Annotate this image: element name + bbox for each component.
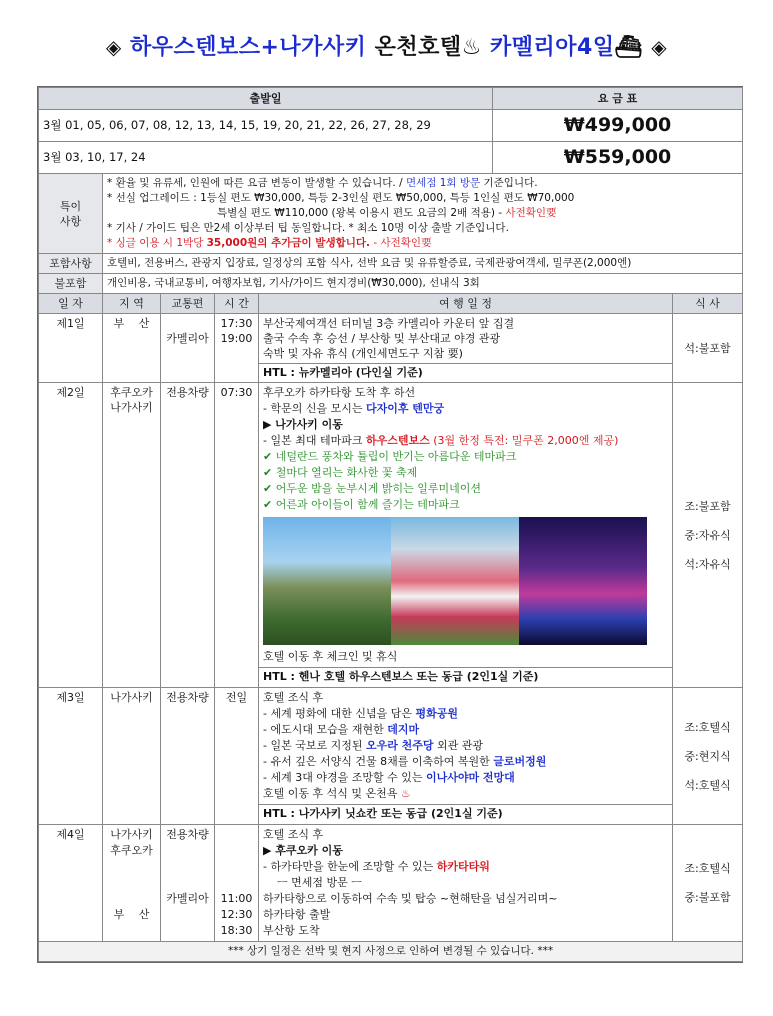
day3-label: 제3일 — [39, 688, 103, 825]
notes-label: 특이 사항 — [39, 174, 103, 254]
col-time: 시 간 — [215, 294, 259, 314]
departure-header: 출발일 — [39, 88, 493, 110]
col-meal: 식 사 — [673, 294, 743, 314]
onsen-icon: ♨ — [400, 787, 411, 800]
day4-label: 제4일 — [39, 825, 103, 942]
diamond-icon: ◈ — [105, 35, 122, 59]
ship-icon: ⛴ — [614, 35, 644, 60]
diamond-icon: ◈ — [651, 35, 668, 59]
departure-dates: 3월 03, 10, 17, 24 — [39, 142, 493, 174]
day3-meals: 조:호텔식 중:현지식 석:호텔식 — [673, 688, 743, 825]
included-label: 포함사항 — [39, 254, 103, 274]
day4-schedule: 호텔 조식 후 ▶ 후쿠오카 이동 - 하카타만을 한눈에 조망할 수 있는 하카타타워 ㅡ 면세점 방문 ㅡ 하카타항으로 이동하여 수속 및 탑승 ~현해탄을 넘실거리며~ 하카타항 출발 부산항 도착 — [259, 825, 673, 942]
title-ship: 카멜리아4일 — [490, 35, 615, 60]
day1-region: 부 산 — [103, 314, 161, 383]
day4-meals: 조:호텔식 중:불포함 — [673, 825, 743, 942]
day4-times: 11:00 12:30 18:30 — [215, 825, 259, 942]
page-title — [0, 30, 773, 61]
day2-region: 후쿠오카 나가사키 — [103, 383, 161, 688]
day4-transport: 전용차량 카멜리아 — [161, 825, 215, 942]
day1-schedule: 부산국제여객선 터미널 3층 카멜리아 카운터 앞 집결 출국 수속 후 승선 / 부산항 및 부산대교 야경 관광 숙박 및 자유 휴식 (개인세면도구 지참 要) HTL : 뉴카멜리아 (다인실 기준) — [259, 314, 673, 383]
title-hotel: 온천호텔 — [374, 35, 462, 60]
day1-meal: 석:불포함 — [673, 314, 743, 383]
day3-hotel: HTL : 나가사키 닛쇼칸 또는 동급 (2인1실 기준) — [259, 804, 672, 822]
day2-time: 07:30 — [215, 383, 259, 688]
notes-content: * 환율 및 유류세, 인원에 따른 요금 변동이 발생할 수 있습니다. / 면세점 1회 방문 기준입니다. * 선실 업그레이드 : 1등실 편도 ₩30,000, 특등 2-3인실 편도 ₩50,000, 특등 1인실 편도 ₩70,000 특별실 편도 ₩110,000 (왕복 이용시 편도 요금의 2배 적용) - 사전확인要 * 기사 / 가이드 팁은 만2세 이상부터 팁 동일합니다. * 최소 10명 이상 출발 기준입니다. * 싱글 이용 시 1박당 35,000원의 추가금이 발생합니다. - 사전확인要 — [103, 174, 743, 254]
price-table — [38, 87, 743, 962]
col-day: 일 자 — [39, 294, 103, 314]
day2-label: 제2일 — [39, 383, 103, 688]
excluded-label: 불포함 — [39, 274, 103, 294]
col-transport: 교통편 — [161, 294, 215, 314]
included-text: 호텔비, 전용버스, 관광지 입장료, 일정상의 포함 식사, 선박 요금 및 유류할증료, 국제관광여객세, 밀쿠폰(2,000엔) — [103, 254, 743, 274]
day3-time: 전일 — [215, 688, 259, 825]
day1-label: 제1일 — [39, 314, 103, 383]
price-header: 요 금 표 — [493, 88, 743, 110]
footer-note: *** 상기 일정은 선박 및 현지 사정으로 인하여 변경될 수 있습니다. *** — [39, 942, 743, 962]
col-schedule: 여 행 일 정 — [259, 294, 673, 314]
day4-region: 나가사키 후쿠오카 부 산 — [103, 825, 161, 942]
price-value: ₩499,000 — [493, 110, 743, 142]
itinerary-document — [37, 86, 743, 963]
huis-ten-bosch-photos — [263, 517, 647, 645]
photo-illumination — [519, 517, 647, 645]
day1-transport: 카멜리아 — [161, 314, 215, 383]
departure-dates: 3월 01, 05, 06, 07, 08, 12, 13, 14, 15, 19, 20, 21, 22, 26, 27, 28, 29 — [39, 110, 493, 142]
onsen-icon: ♨ — [461, 35, 482, 60]
day2-hotel: HTL : 헨나 호텔 하우스텐보스 또는 동급 (2인1실 기준) — [259, 667, 672, 685]
day3-schedule: 호텔 조식 후 - 세계 평화에 대한 신념을 담은 평화공원 - 에도시대 모습을 재현한 데지마 - 일본 국보로 지정된 오우라 천주당 외관 관광 - 유서 깊은 서양식 건물 8채를 이축하여 복원한 글로버정원 - 세계 3대 야경을 조망할 수 있는 이나사야마 전망대 호텔 이동 후 석식 및 온천욕 ♨ HTL : 나가사키 닛쇼칸 또는 동급 (2인1실 기준) — [259, 688, 673, 825]
photo-windmill-park — [263, 517, 391, 645]
day3-transport: 전용차량 — [161, 688, 215, 825]
day2-transport: 전용차량 — [161, 383, 215, 688]
col-region: 지 역 — [103, 294, 161, 314]
day1-hotel: HTL : 뉴카멜리아 (다인실 기준) — [259, 363, 672, 380]
photo-flower-garden — [391, 517, 519, 645]
excluded-text: 개인비용, 국내교통비, 여행자보험, 기사/가이드 현지경비(₩30,000), 선내식 3회 — [103, 274, 743, 294]
day2-schedule: 후쿠오카 하카타항 도착 후 하선 - 학문의 신을 모시는 다자이후 텐만궁 ▶ 나가사키 이동 - 일본 최대 테마파크 하우스텐보스 (3월 한정 특전: 밀쿠폰 2,000엔 제공) ✔ 네덜란드 풍차와 튤립이 반기는 아름다운 테마파크 ✔ 철마다 열리는 화사한 꽃 축제 ✔ 어두운 밤을 눈부시게 밝히는 일루미네이션 ✔ 어른과 아이들이 함께 즐기는 테마파크 호텔 이동 후 체크인 및 휴식 HTL : 헨나 호텔 하우스텐보스 또는 동급 (2인1실 기준) — [259, 383, 673, 688]
price-value: ₩559,000 — [493, 142, 743, 174]
day2-meals: 조:불포함 중:자유식 석:자유식 — [673, 383, 743, 688]
day1-times: 17:30 19:00 — [215, 314, 259, 383]
day3-region: 나가사키 — [103, 688, 161, 825]
title-route: 하우스텐보스+나가사키 — [129, 35, 367, 60]
